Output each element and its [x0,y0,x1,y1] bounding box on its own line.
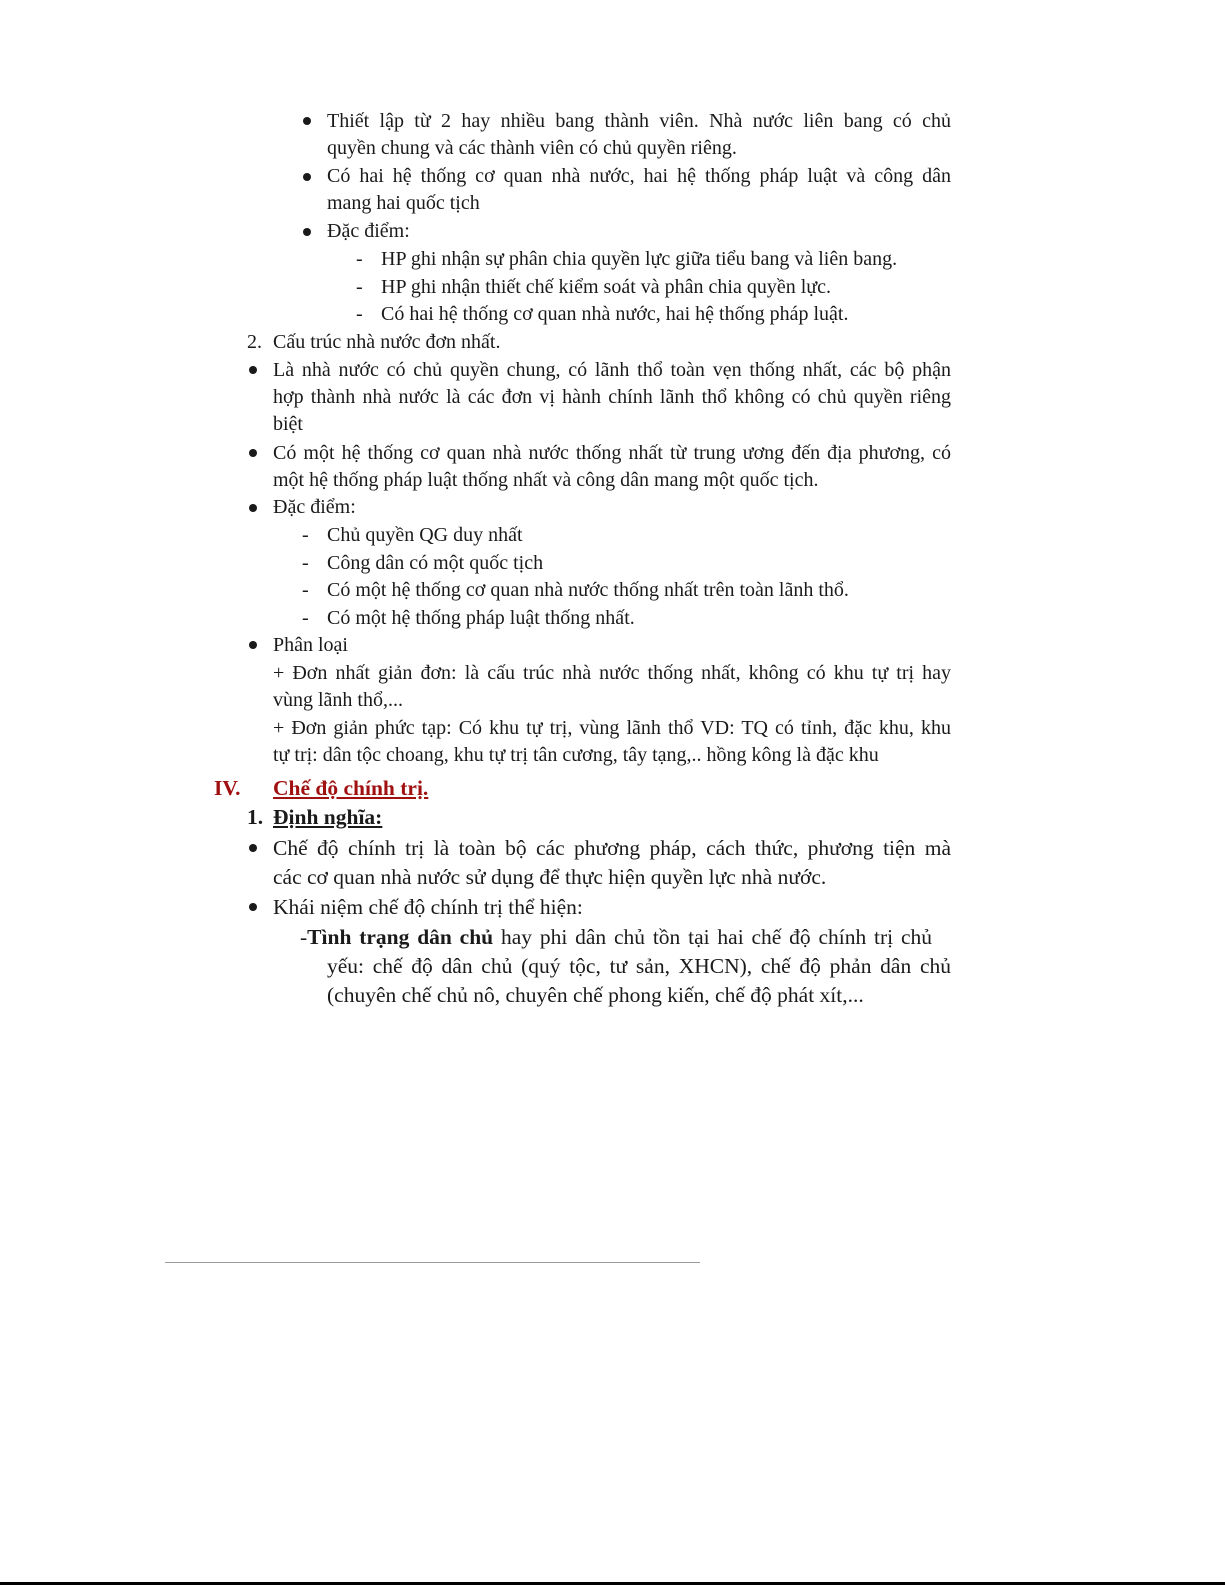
dash-marker: - [300,925,308,949]
classification-1-line-1: + Đơn nhất giản đơn: là cấu trúc nhà nước thống nhất, không có khu tự trị hay [273,662,951,684]
unitary-bullet-2-line-1: Có một hệ thống cơ quan nhà nước thống nhất từ trung ương đến địa phương, có [273,442,951,464]
unitary-bullet-3: Đặc điểm: [273,496,356,518]
definition-bullet-1-line-1: Chế độ chính trị là toàn bộ các phương pháp, cách thức, phương tiện mà [273,836,951,860]
federal-feature-3: Có hai hệ thống cơ quan nhà nước, hai hệ thống pháp luật. [381,303,849,325]
unitary-bullet-1-line-3: biệt [273,413,303,435]
bullet-icon [303,117,311,125]
dash-marker: - [356,276,363,298]
bullet-icon [249,903,257,911]
unitary-bullet-2-line-2: một hệ thống pháp luật thống nhất và công dân mang một quốc tịch. [273,469,819,491]
bullet-icon [249,641,257,649]
bullet-icon [249,366,257,374]
federal-bullet-1-line-2: quyền chung và các thành viên có chủ quyền riêng. [327,137,737,159]
democracy-line-1-rest: hay phi dân chủ tồn tại hai chế độ chính trị chủ [493,925,932,949]
unitary-bullet-1-line-1: Là nhà nước có chủ quyền chung, có lãnh thổ toàn vẹn thống nhất, các bộ phận [273,359,951,381]
unitary-feature-3: Có một hệ thống cơ quan nhà nước thống nhất trên toàn lãnh thổ. [327,579,849,601]
unitary-bullet-1-line-2: hợp thành nhà nước là các đơn vị hành chính lãnh thổ không có chủ quyền riêng [273,386,951,408]
unitary-feature-4: Có một hệ thống pháp luật thống nhất. [327,607,635,629]
bullet-icon [249,844,257,852]
list-number: 2. [247,331,262,353]
bullet-icon [303,173,311,181]
classification-2-line-2: tự trị: dân tộc choang, khu tự trị tân cương, tây tạng,.. hồng kông là đặc khu [273,744,879,766]
dash-marker: - [302,607,309,629]
federal-bullet-1-line-1: Thiết lập từ 2 hay nhiều bang thành viên. Nhà nước liên bang có chủ [327,110,951,132]
bullet-icon [249,504,257,512]
dash-marker: - [302,579,309,601]
unitary-heading: Cấu trúc nhà nước đơn nhất. [273,331,501,353]
dash-marker: - [356,248,363,270]
bullet-icon [303,228,311,236]
democracy-line-1 [300,923,932,952]
democracy-line-2: yếu: chế độ dân chủ (quý tộc, tư sản, XHCN), chế độ phản dân chủ [327,954,951,978]
federal-bullet-2-line-2: mang hai quốc tịch [327,192,480,214]
bold-term: Tình trạng dân chủ [307,925,494,949]
dash-marker: - [302,524,309,546]
section-number: IV. [214,776,241,800]
section-title: Chế độ chính trị. [273,776,429,800]
subsection-number: 1. [247,805,264,829]
dash-marker: - [302,552,309,574]
classification-1-line-2: vùng lãnh thổ,... [273,689,403,711]
federal-bullet-2-line-1: Có hai hệ thống cơ quan nhà nước, hai hệ thống pháp luật và công dân [327,165,951,187]
definition-bullet-1-line-2: các cơ quan nhà nước sử dụng để thực hiện quyền lực nhà nước. [273,865,827,889]
federal-bullet-3: Đặc điểm: [327,220,410,242]
footnote-separator [165,1262,700,1263]
unitary-feature-1: Chủ quyền QG duy nhất [327,524,523,546]
federal-feature-2: HP ghi nhận thiết chế kiểm soát và phân chia quyền lực. [381,276,831,298]
definition-bullet-2: Khái niệm chế độ chính trị thể hiện: [273,895,583,919]
bullet-icon [249,449,257,457]
democracy-line-3: (chuyên chế chủ nô, chuyên chế phong kiến, chế độ phát xít,... [327,983,864,1007]
dash-marker: - [356,303,363,325]
unitary-feature-2: Công dân có một quốc tịch [327,552,544,574]
unitary-bullet-4: Phân loại [273,634,348,656]
federal-feature-1: HP ghi nhận sự phân chia quyền lực giữa tiểu bang và liên bang. [381,248,898,270]
subsection-title: Định nghĩa: [273,805,383,829]
classification-2-line-1: + Đơn giản phức tạp: Có khu tự trị, vùng lãnh thổ VD: TQ có tỉnh, đặc khu, khu [273,717,951,739]
